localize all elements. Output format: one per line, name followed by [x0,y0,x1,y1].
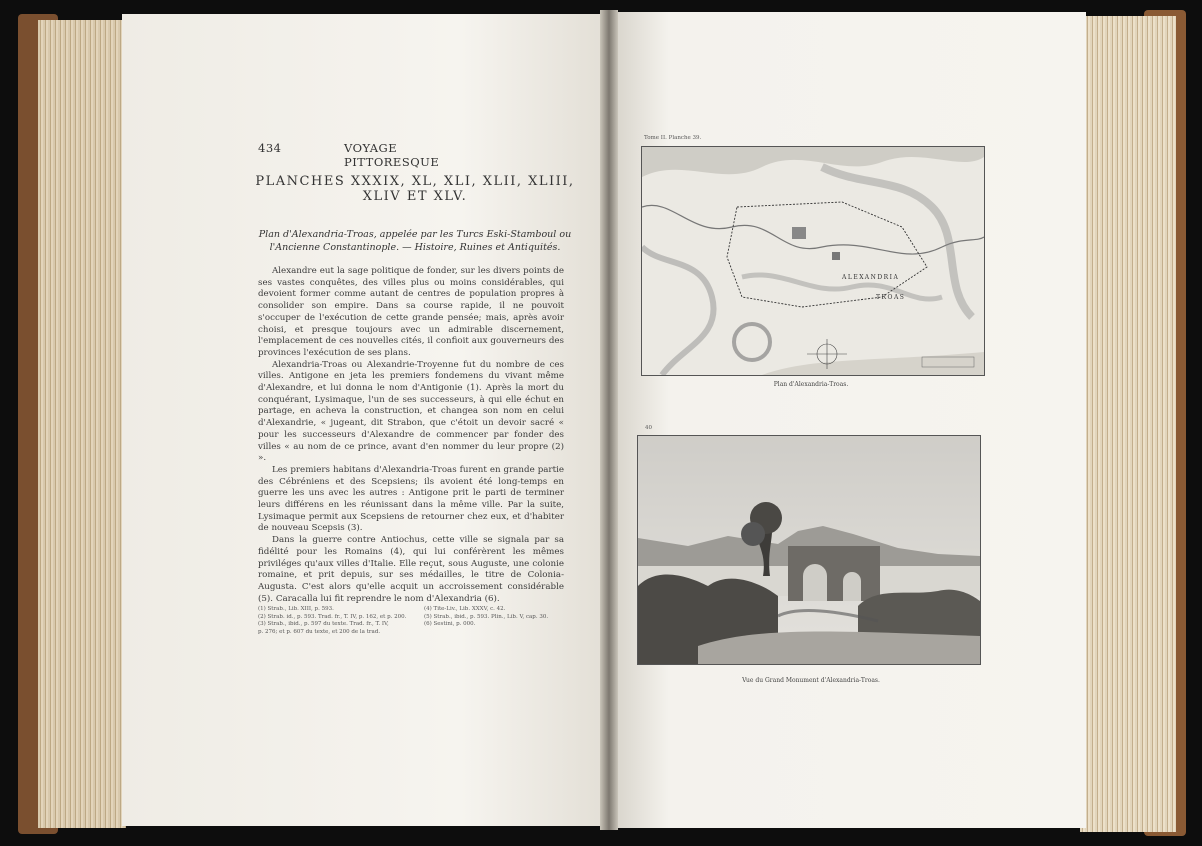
footnote: (1) Strab., Lib. XIII, p. 593. [258,606,334,612]
footnote: (5) Strab., ibid., p. 593. Plin., Lib. V, cap. 30. [424,613,549,620]
section-subtitle [248,228,582,254]
plate-label-bottom: 40 [645,425,652,431]
paragraph: Alexandria-Troas ou Alexandrie-Troyenne fut du nombre de ces villes. Antigone en jeta les premiers fondemens du vivant même d'Alexandre, et lui donna le nom d'Antigonie (1). Après la mort du conquérant, Lysimaque, l'un de ses successeurs, à qui elle échut en partage, en acheva la construction, et changea son nom en celui d'Alexandrie, « jugeant, dit Strabon, que c'étoit un devoir sacré « pour les successeurs d'Alexandre de commencer par fonder des villes « au nom de ce prince, avant d'en nommer du leur propre (2) ». [258,359,564,464]
view-drawing [638,436,980,664]
subtitle-line: l'Ancienne Constantinople. — Histoire, Ruines et Antiquités. [269,242,561,253]
paragraph: Les premiers habitans d'Alexandria-Troas furent en grande partie des Cébréniens et des Scepsiens; ils avoient été long-temps en guerre les uns avec les autres : Antigone prit le parti de terminer leurs différens en les réunissant dans la même ville. Par la suite, Lysimaque permit aux Scepsiens de retourner chez eux, et d'habiter de nouveau Scepsis (3). [258,464,564,534]
paragraph: Alexandre eut la sage politique de fonder, sur les divers points de ses vastes conquêtes, des villes plus ou moins considérables, qui devoient former comme autant de centres de population propres à consolider son empire. Dans sa course rapide, il ne pouvoit s'occuper de l'exécution de cette grande pensée; mais, après avoir choisi, et presque toujours avec un admirable discernement, l'emplacement de ces nouvelles cités, il confioit aux gouverneurs des provinces l'exécution de ses plans. [258,266,564,358]
section-title-line: PLANCHES XXXIX, XL, XLI, XLII, XLIII, [255,174,575,189]
footnotes-right-column [424,606,574,629]
map-drawing [642,147,984,375]
section-title [250,174,580,204]
plate-label-top: Tome II. Planche 39. [644,135,702,141]
map-caption: Plan d'Alexandria-Troas. [773,381,849,388]
page-number: 434 [258,141,282,155]
body-text [258,266,564,605]
footnote: p. 276; et p. 607 du texte, et 200 de la trad. [258,628,381,635]
footnote: (2) Strab. id., p. 593. Trad. fr., T. IV, p. 162, et p. 200. [258,613,407,620]
section-title-line: XLIV ET XLV. [362,189,468,204]
view-engraving [637,435,981,665]
map-label: TROAS [876,294,906,301]
footnote: (6) Sestini, p. 000. [424,621,476,627]
running-title: VOYAGE PITTORESQUE [344,141,440,169]
map-engraving [641,146,985,376]
footnote: (4) Tite-Liv., Lib. XXXV, c. 42. [424,606,506,612]
ruin-monument [788,546,880,601]
left-page-edges [38,20,126,828]
subtitle-line: Plan d'Alexandria-Troas, appelée par les Turcs Eski-Stamboul ou [258,229,572,240]
map-label: ALEXANDRIA [842,274,900,281]
paragraph: Dans la guerre contre Antiochus, cette ville se signala par sa fidélité pour les Romains (4), qui lui conférèrent les mêmes priviléges qu'aux villes d'Italie. Elle reçut, sous Auguste, une colonie romaine, et prit depuis, sur ses médailles, le titre de Colonia-Augusta. C'est alors qu'elle acquit un accroissement considérable (5). Caracalla lui fit reprendre le nom d'Alexandria (6). [258,535,564,604]
view-caption: Vue du Grand Monument d'Alexandria-Troas. [742,677,880,684]
footnote: (3) Strab., ibid., p. 597 du texte. Trad. fr., T. IV, [258,621,389,627]
footnotes-left-column [258,606,408,636]
right-page-edges [1080,16,1176,832]
book-gutter [600,10,618,830]
